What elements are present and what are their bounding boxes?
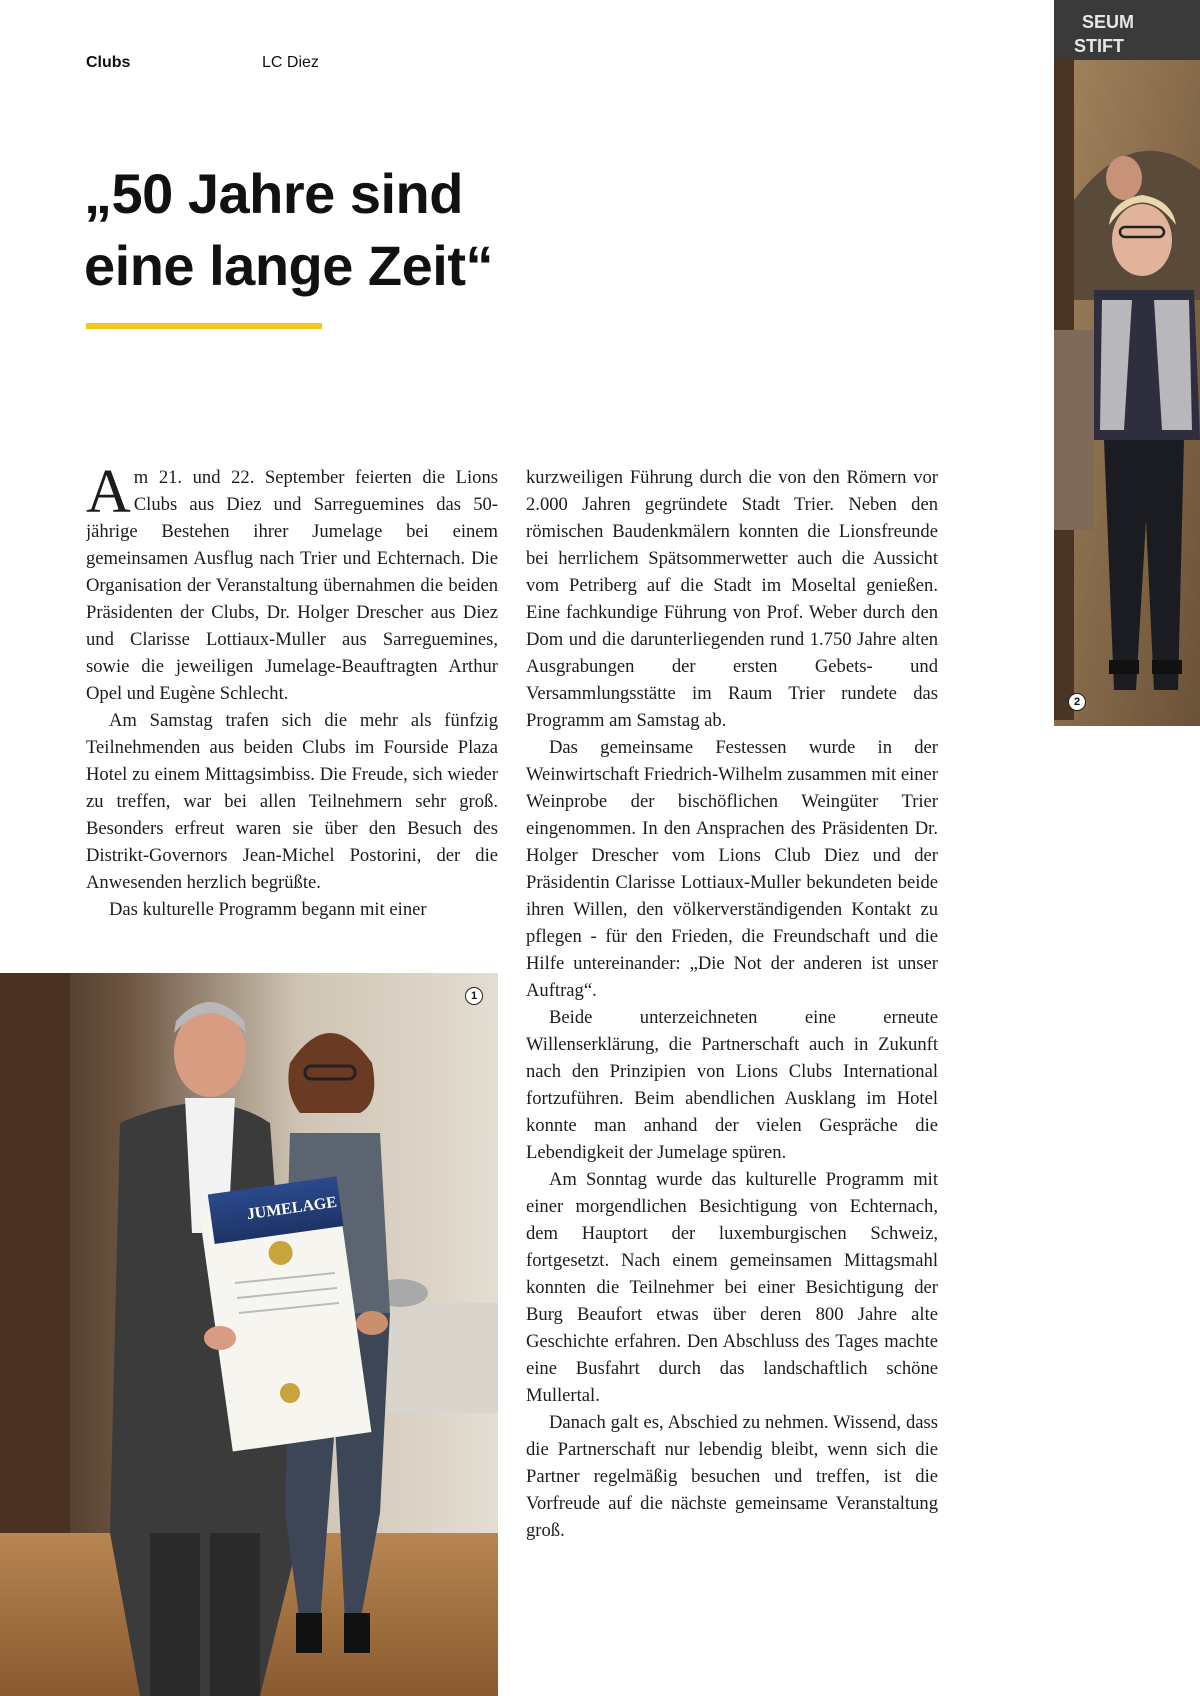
title-line-1: „50 Jahre sind [84,162,463,225]
article-title [84,158,644,302]
club-label: LC Diez [262,54,319,71]
article-paragraph: Am Samstag trafen sich die mehr als fünfzig Teilnehmenden aus beiden Clubs im Fourside Plaza Hotel zu einem Mittagsimbiss. Die Freude, sich wieder zu treffen, war bei allen Teilnehmern sehr groß. Besonders erfreut waren sie über den Besuch des Distrikt-Governors Jean-Michel Postorini, der die Anwesenden herzlich begrüßte. [86,710,498,893]
article-paragraph: Danach galt es, Abschied zu nehmen. Wissend, dass die Partnerschaft nur lebendig bleibt, wenn sich die Partner regelmäßig besuchen und treffen, ist die Vorfreude auf die nächste gemeinsame Veranstaltung groß. [526,1412,938,1541]
drop-cap: A [86,464,131,526]
paragraph-text: m 21. und 22. September feierten die Lions Clubs aus Diez und Sarreguemines das 50-jährige Bestehen ihrer Jumelage bei einem gemeinsamen Ausflug nach Trier und Echternach. Die Organisation der Veranstaltung übernahmen die beiden Präsidenten der Clubs, Dr. Holger Drescher aus Diez und Clarisse Lottiaux-Muller aus Sarreguemines, sowie die jeweiligen Jumelage-Beauftragten Arthur Opel und Eugène Schlecht. [86,467,498,704]
article-paragraph: kurzweiligen Führung durch die von den Römern vor 2.000 Jahren gegründete Stadt Trier. Neben den römischen Baudenkmälern konnten die Lionsfreunde bei herrlichem Spätsommerwetter auch die Aussicht vom Petriberg auf die Stadt im Moseltal genießen. Eine fachkundige Führung von Prof. Weber durch den Dom und die darunterliegenden rund 1.750 Jahre alten Ausgrabungen der ersten Gebets- und Versammlungsstätte im Raum Trier rundete das Programm am Samstag ab. [526,467,938,731]
article-paragraph: Am Sonntag wurde das kulturelle Programm mit einer morgendlichen Besichtigung von Echternach, dem Hauptort der luxemburgischen Schweiz, fortgesetzt. Nach einem gemeinsamen Mittagsmahl konnten die Teilnehmer bei einer Besichtigung der Burg Beaufort etwas über deren 800 Jahre alte Geschichte erfahren. Den Abschluss des Tages machte eine Busfahrt durch das landschaftlich schöne Mullertal. [526,1169,938,1406]
section-label: Clubs [86,54,131,71]
article-column-left [86,464,498,926]
photo-2-marker: 2 [1068,693,1086,711]
article-paragraph: Beide unterzeichneten eine erneute Willenserklärung, die Partnerschaft auch in Zukunft nach den Prinzipien von Lions Clubs International fortzuführen. Beim abendlichen Ausklang im Hotel konnte man anhand der vielen Gespräche die Lebendigkeit der Jumelage spüren. [526,1007,938,1163]
photo-museum-group [1054,0,1200,726]
article-paragraph: Das gemeinsame Festessen wurde in der Weinwirtschaft Friedrich-Wilhelm zusammen mit einer Weinprobe der bischöflichen Weingüter Trier eingenommen. In den Ansprachen des Präsidenten Dr. Holger Drescher vom Lions Club Diez und der Präsidentin Clarisse Lottiaux-Muller bekundeten beide ihren Willen, den völkerverständigenden Kontakt zu pflegen - für den Frieden, die Freundschaft und die Hilfe untereinander: „Die Not der anderen ist unser Auftrag“. [526,737,938,1001]
article-paragraph [86,464,498,707]
title-line-2: eine lange Zeit“ [84,234,493,297]
title-accent-rule [86,323,322,329]
certificate-title: JUMELAGE [245,1193,338,1224]
sign-text-2: STIFT [1074,36,1124,56]
sign-text-1: SEUM [1082,12,1135,32]
article-column-right [526,464,938,1564]
photo-jumelage-certificate [0,973,498,1696]
article-paragraph: Das kulturelle Programm begann mit einer [109,899,427,920]
photo-1-marker: 1 [465,987,483,1005]
